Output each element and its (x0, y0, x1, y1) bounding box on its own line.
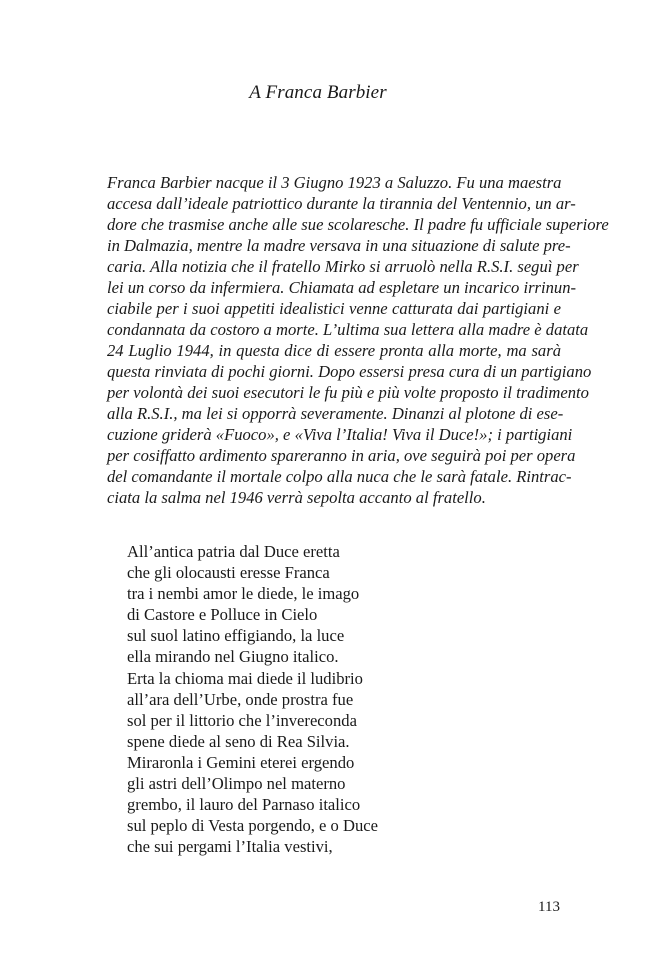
prose-line: per volontà dei suoi esecutori le fu più e più volte proposto il tradimento (107, 383, 589, 402)
prose-line: alla R.S.I., ma lei si opporrà severamente. Dinanzi al plotone di ese- (107, 404, 564, 423)
prose-line: ciabile per i suoi appetiti idealistici venne catturata dai partigiani e (107, 299, 561, 318)
poem-verse: che sui pergami l’Italia vestivi, (127, 837, 333, 857)
poem-verse: di Castore e Polluce in Cielo (127, 605, 318, 625)
poem-verse: spene diede al seno di Rea Silvia. (127, 731, 350, 751)
poem-verse: sol per il littorio che l’invereconda (127, 710, 357, 730)
poem-verse: ella mirando nel Giugno italico. (127, 647, 339, 667)
page-title: A Franca Barbier (249, 82, 387, 103)
prose-line-last: ciata la salma nel 1946 verrà sepolta accanto al fratello. (107, 488, 486, 507)
prose-line: per cosiffatto ardimento spareranno in aria, ove seguirà poi per opera (107, 446, 576, 465)
prose-line: caria. Alla notizia che il fratello Mirko si arruolò nella R.S.I. seguì per (107, 257, 579, 276)
poem-verse: gli astri dell’Olimpo nel materno (127, 774, 346, 794)
poem (127, 541, 378, 857)
prose-line: questa rinviata di pochi giorni. Dopo essersi presa cura di un partigiano (107, 362, 592, 381)
poem-verse: tra i nembi amor le diede, le imago (127, 584, 360, 604)
prose-line: 24 Luglio 1944, in questa dice di essere pronta alla morte, ma sarà (107, 341, 561, 360)
prose-line: in Dalmazia, mentre la madre versava in una situazione di salute pre- (107, 236, 571, 255)
poem-verse: Erta la chioma mai diede il ludibrio (127, 668, 363, 688)
poem-verse: Miraronla i Gemini eterei ergendo (127, 752, 355, 772)
poem-verse: che gli olocausti eresse Franca (127, 563, 330, 583)
prose-line: Franca Barbier nacque il 3 Giugno 1923 a Saluzzo. Fu una maestra (107, 173, 562, 192)
poem-verse: sul suol latino effigiando, la luce (127, 626, 345, 646)
page-number: 113 (538, 899, 560, 915)
poem-verse: all’ara dell’Urbe, onde prostra fue (127, 689, 354, 709)
prose-line: lei un corso da infermiera. Chiamata ad espletare un incarico irrinun- (107, 278, 577, 297)
prose-line: dore che trasmise anche alle sue scolaresche. Il padre fu ufficiale superiore (107, 215, 609, 234)
poem-verse: grembo, il lauro del Parnaso italico (127, 795, 361, 815)
prose-line: del comandante il mortale colpo alla nuca che le sarà fatale. Rintrac- (107, 467, 572, 486)
prose-line: accesa dall’ideale patriottico durante la tirannia del Ventennio, un ar- (107, 194, 576, 213)
prose-line: cuzione griderà «Fuoco», e «Viva l’Italia! Viva il Duce!»; i partigiani (107, 425, 573, 444)
biography-paragraph (107, 172, 609, 508)
prose-line: condannata da costoro a morte. L’ultima sua lettera alla madre è datata (107, 320, 589, 339)
poem-verse: All’antica patria dal Duce eretta (127, 542, 340, 561)
poem-verse: sul peplo di Vesta porgendo, e o Duce (127, 816, 379, 836)
